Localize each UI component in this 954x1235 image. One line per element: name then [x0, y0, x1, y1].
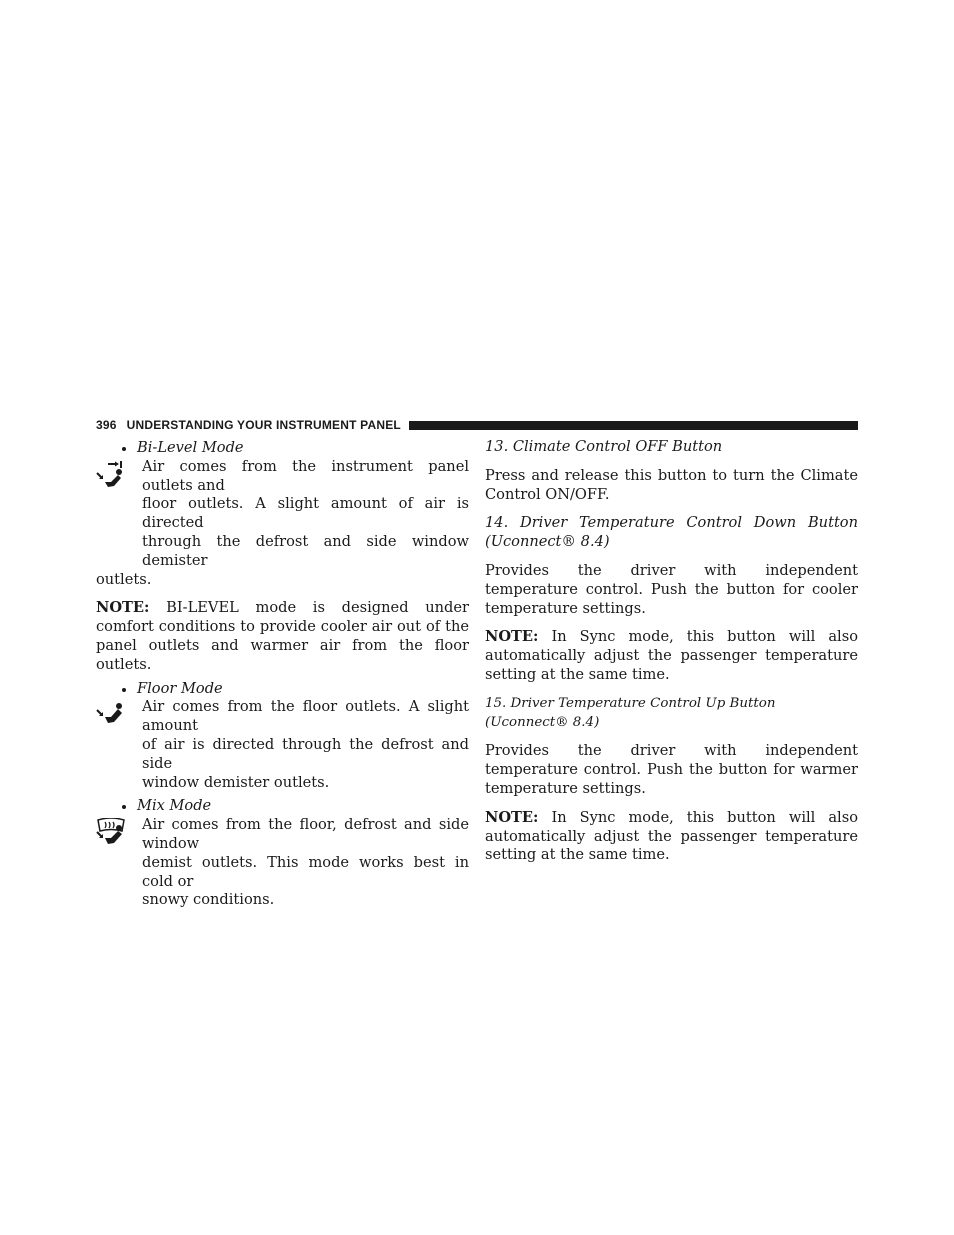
right-column [485, 438, 858, 865]
mix-text-3: snowy conditions. [142, 891, 275, 909]
page-header [96, 417, 858, 433]
item-14-heading: 14. Driver Temperature Control Down Button (Uconnect® 8.4) [485, 514, 858, 551]
item-14-text: Provides the driver with independent temperature control. Push the button for cooler temperature settings. [485, 561, 858, 617]
item-13-text: Press and release this button to turn the Climate Control ON/OFF. [485, 466, 858, 503]
mix-mode-block [96, 816, 469, 910]
bullet [122, 688, 126, 692]
bilevel-text-3: through the defrost and side window demister [142, 532, 469, 569]
bi-level-mode-icon [96, 460, 126, 490]
bullet [122, 447, 126, 451]
item-13-heading: 13. Climate Control OFF Button [485, 438, 723, 455]
header-rule [409, 421, 858, 430]
floor-text-2: of air is directed through the defrost and side [142, 735, 469, 772]
floor-text-3: window demister outlets. [142, 773, 330, 791]
section-title: UNDERSTANDING YOUR INSTRUMENT PANEL [126, 418, 401, 432]
bilevel-text-2: floor outlets. A slight amount of air is directed [142, 495, 469, 532]
mix-text-2: demist outlets. This mode works best in cold or [142, 853, 469, 890]
bilevel-note: NOTE: BI-LEVEL mode is designed under comfort conditions to provide cooler air out of the panel outlets and warmer air from the floor outlets. [96, 599, 469, 673]
item-15-note: NOTE: In Sync mode, this button will also automatically adjust the passenger temperature setting at the same time. [485, 808, 858, 864]
mix-text-1: Air comes from the floor, defrost and side window [142, 816, 469, 852]
page-number: 396 [96, 418, 117, 432]
floor-mode-icon [96, 700, 126, 730]
mix-mode-heading: Mix Mode [96, 797, 469, 816]
mix-mode-icon [96, 818, 126, 848]
bilevel-mode-heading: Bi-Level Mode [96, 439, 469, 458]
floor-mode-heading: Floor Mode [96, 680, 469, 699]
item-14-note: NOTE: In Sync mode, this button will also automatically adjust the passenger temperature setting at the same time. [485, 628, 858, 683]
item-15-text: Provides the driver with independent temperature control. Push the button for warmer temperature settings. [485, 742, 858, 797]
floor-mode-block [96, 698, 469, 792]
item-15-heading: 15. Driver Temperature Control Up Button (Uconnect® 8.4) [485, 695, 776, 730]
bilevel-text-1: Air comes from the instrument panel outlets and [142, 457, 469, 494]
floor-text-1: Air comes from the floor outlets. A slight amount [142, 698, 469, 735]
bilevel-mode-block [96, 458, 469, 590]
bilevel-text-4: outlets. [96, 570, 152, 588]
left-column [96, 438, 469, 910]
